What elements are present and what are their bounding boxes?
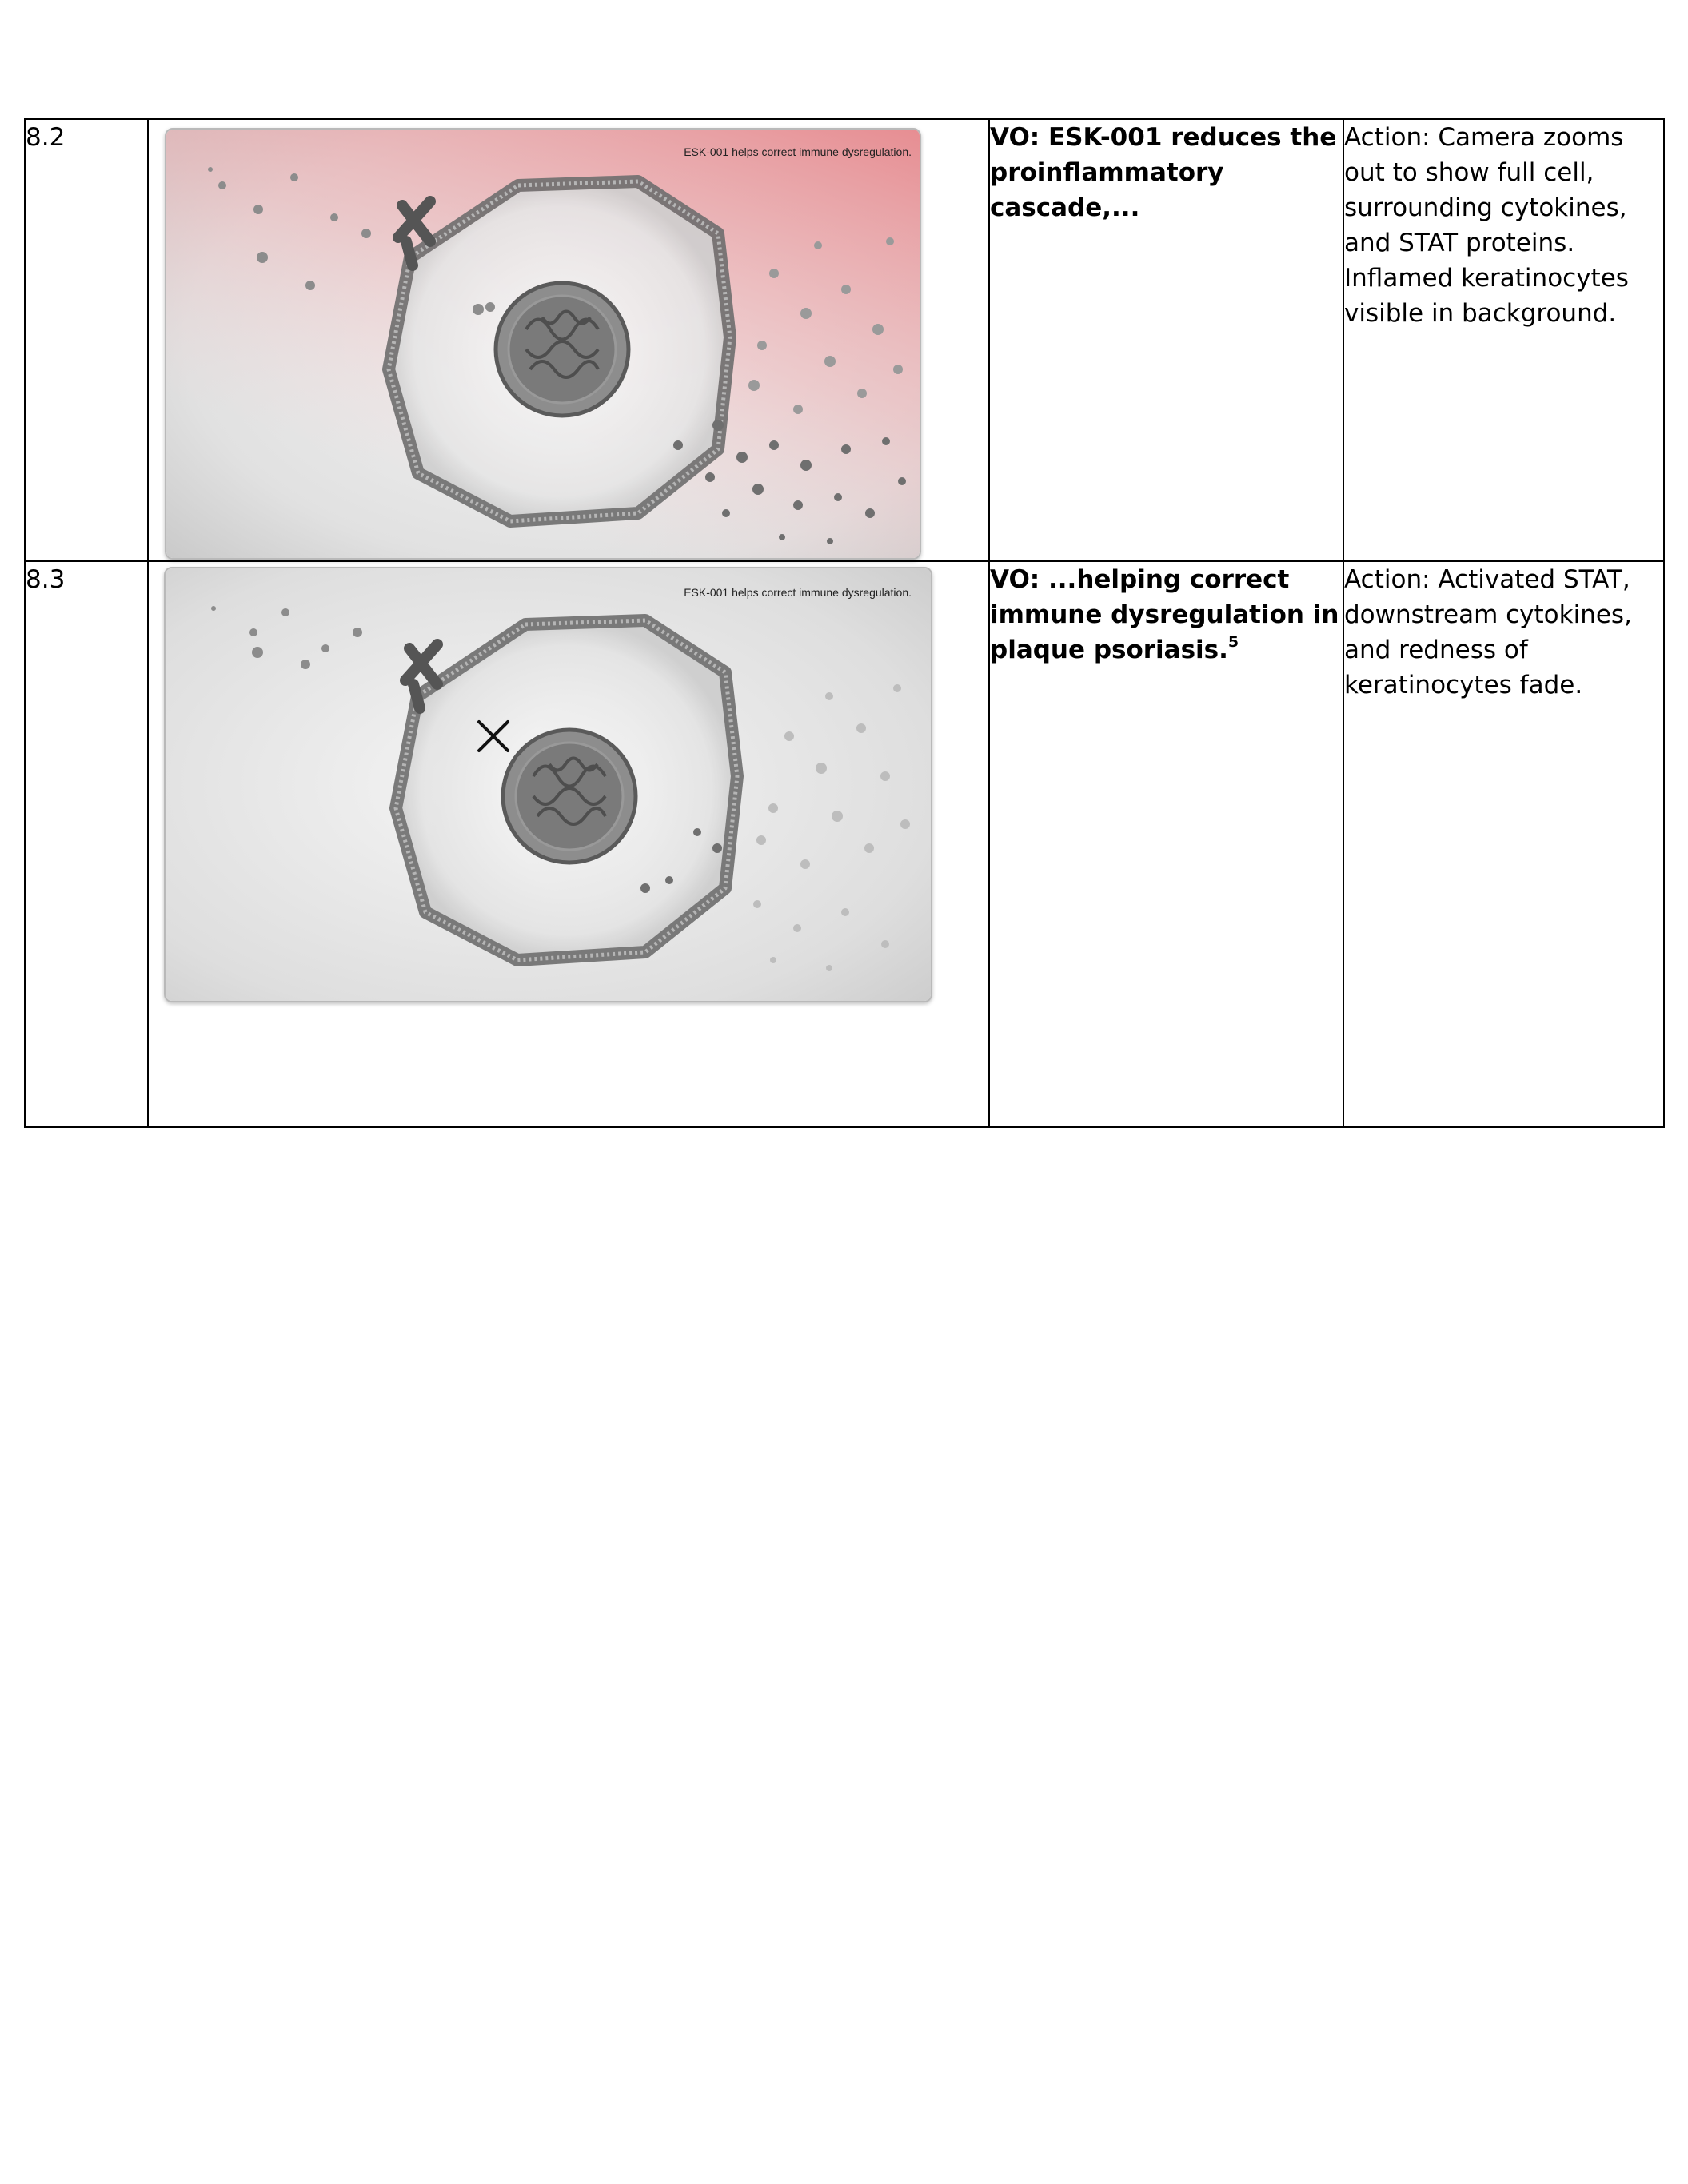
storyboard-row	[25, 561, 1664, 1127]
shot-number: 8.3	[25, 561, 148, 1127]
citation-superscript: 5	[1227, 633, 1239, 651]
voiceover-line: VO: ESK-001 reduces the proinflammatory cascade,...	[990, 123, 1337, 222]
voiceover-text	[989, 119, 1343, 561]
frame-caption: ESK-001 helps correct immune dysregulation.	[684, 586, 912, 599]
frame-caption: ESK-001 helps correct immune dysregulation.	[684, 145, 912, 158]
voiceover-text	[989, 561, 1343, 1127]
cell-illustration	[166, 568, 931, 1001]
action-text: Action: Camera zooms out to show full cell, surrounding cytokines, and STAT proteins. Inflamed keratinocytes visible in background.	[1343, 119, 1664, 561]
voiceover-line: VO: ...helping correct immune dysregulation in plaque psoriasis.	[990, 565, 1339, 664]
shot-number: 8.2	[25, 119, 148, 561]
animation-frame	[164, 567, 932, 1002]
storyboard-table	[24, 118, 1665, 1128]
shot-frame-cell	[148, 119, 989, 561]
action-text: Action: Activated STAT, downstream cytokines, and redness of keratinocytes fade.	[1343, 561, 1664, 1127]
storyboard-row	[25, 119, 1664, 561]
animation-frame	[165, 128, 921, 560]
shot-frame-cell	[148, 561, 989, 1127]
cell-illustration	[166, 130, 920, 558]
